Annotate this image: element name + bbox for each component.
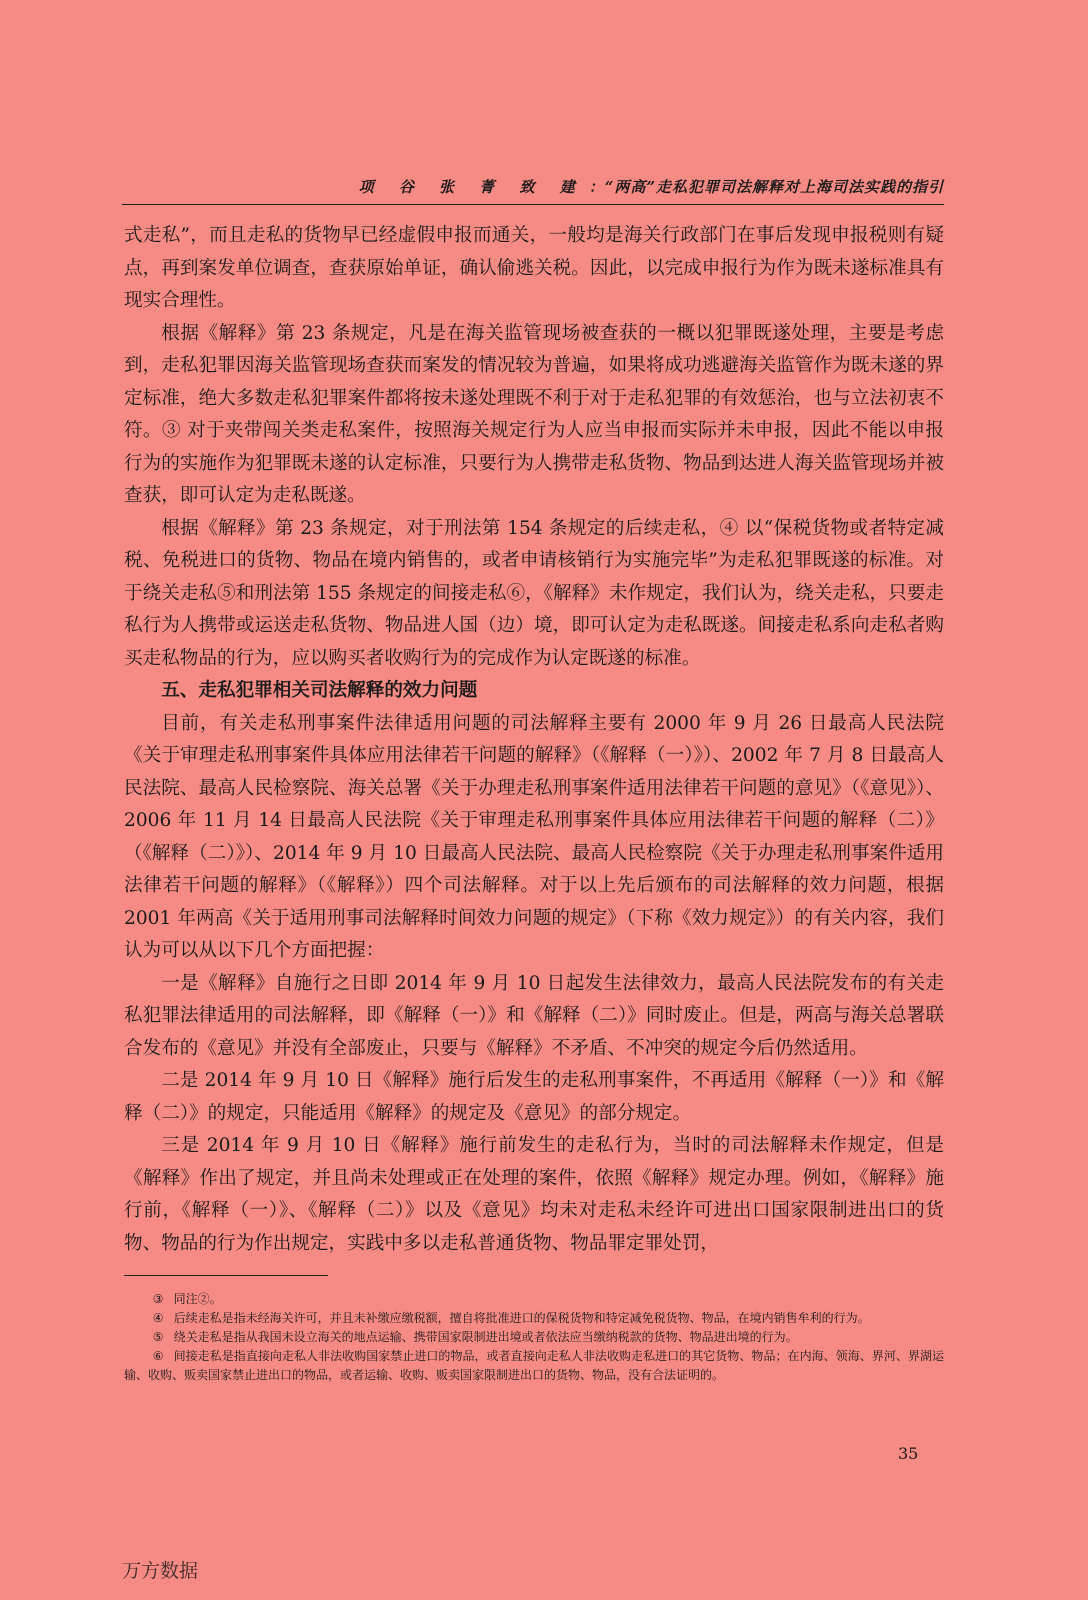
paragraph: 式走私”，而且走私的货物早已经虚假申报而通关，一般均是海关行政部门在事后发现申报税则有疑点，再到案发单位调查，查获原始单证，确认偷逃关税。因此，以完成申报行为作为既未遂标准具有现实合理性。 (124, 225, 944, 311)
paragraph: 一是《解释》自施行之日即 2014 年 9 月 10 日起发生法律效力，最高人民法院发布的有关走私犯罪法律适用的司法解释，即《解释（一）》和《解释（二）》同时废止。但是，两高与海关总署联合发布的《意见》并没有全部废止，只要与《解释》不矛盾、不冲突的规定今后仍然适用。 (124, 972, 944, 1059)
footnote-text: 绕关走私是指从我国未设立海关的地点运输、携带国家限制进出境或者依法应当缴纳税款的货物、物品进出境的行为。 (173, 1330, 798, 1344)
paragraph: 目前，有关走私刑事案件法律适用问题的司法解释主要有 2000 年 9 月 26 日最高人民法院《关于审理走私刑事案件具体应用法律若干问题的解释》（《解释（一）》）、2002 年 7 月 8 日最高人民法院、最高人民检察院、海关总署《关于办理走私刑事案件适用法律若干问题的意见》（《意见》）、2006 年 11 月 14 日最高人民法院《关于审理走私刑事案件具体应用法律若干问题的解释（二）》（《解释（二）》）、2014 年 9 月 10 日最高人民法院、最高人民检察院《关于办理走私刑事案件适用法律若干问题的解释》（《解释》）四个司法解释。对于以上先后颁布的司法解释的效力问题，根据 2001 年两高《关于适用刑事司法解释时间效力问题的规定》（下称《效力规定》）的有关内容，我们认为可以从以下几个方面把握： (124, 712, 944, 961)
section-heading: 五、走私犯罪相关司法解释的效力问题 (161, 680, 478, 701)
page-number: 35 (898, 1444, 919, 1463)
footnote-text: 间接走私是指直接向走私人非法收购国家禁止进口的物品，或者直接向走私人非法收购走私进口的其它货物、物品；在内海、领海、界河、界湖运输、收购、贩卖国家禁止进出口的物品，或者运输、收购、贩卖国家限制进出口的货物、物品，没有合法证明的。 (124, 1349, 944, 1382)
footnote (124, 1309, 944, 1328)
header-title: ：“两高”走私犯罪司法解释对上海司法实践的指引 (588, 178, 944, 196)
watermark: 万方数据 (122, 1560, 199, 1582)
header-authors: 项 谷 张 菁 致 建 (358, 178, 585, 196)
footnote-text: 后续走私是指未经海关许可，并且未补缴应缴税额，擅自将批准进口的保税货物和特定减免税货物、物品，在境内销售牟利的行为。 (173, 1311, 870, 1325)
footnote-mark: ④ (152, 1311, 164, 1325)
paragraph: 二是 2014 年 9 月 10 日《解释》施行后发生的走私刑事案件，不再适用《解释（一）》和《解释（二）》的规定，只能适用《解释》的规定及《意见》的部分规定。 (124, 1070, 944, 1124)
paragraph: 根据《解释》第 23 条规定，对于刑法第 154 条规定的后续走私，④ 以“保税货物或者特定减税、免税进口的货物、物品在境内销售的，或者申请核销行为实施完毕”为走私犯罪既遂的标准。对于绕关走私⑤和刑法第 155 条规定的间接走私⑥，《解释》未作规定，我们认为，绕关走私，只要走私行为人携带或运送走私货物、物品进人国（边）境，即可认定为走私既遂。间接走私系向走私者购买走私物品的行为，应以购买者收购行为的完成作为认定既遂的标准。 (124, 517, 944, 669)
footnote-mark: ③ (152, 1292, 164, 1306)
footnote (124, 1328, 944, 1347)
footnote (124, 1290, 944, 1309)
footnote-mark: ⑥ (152, 1349, 164, 1363)
footnotes (124, 1290, 944, 1385)
header-rule (122, 204, 944, 205)
footnote (124, 1347, 944, 1385)
footnote-rule (124, 1275, 328, 1276)
running-header (122, 178, 944, 196)
footnote-mark: ⑤ (152, 1330, 164, 1344)
paragraph: 根据《解释》第 23 条规定，凡是在海关监管现场被查获的一概以犯罪既遂处理，主要是考虑到，走私犯罪因海关监管现场查获而案发的情况较为普遍，如果将成功逃避海关监管作为既未遂的界定标准，绝大多数走私犯罪案件都将按未遂处理既不利于对于走私犯罪的有效惩治，也与立法初衷不符。③ 对于夹带闯关类走私案件，按照海关规定行为人应当申报而实际并未申报，因此不能以申报行为的实施作为犯罪既未遂的认定标准，只要行为人携带走私货物、物品到达进人海关监管现场并被查获，即可认定为走私既遂。 (124, 322, 944, 506)
paragraph: 三是 2014 年 9 月 10 日《解释》施行前发生的走私行为，当时的司法解释未作规定，但是《解释》作出了规定，并且尚未处理或正在处理的案件，依照《解释》规定办理。例如，《解释》施行前，《解释（一）》、《解释（二）》以及《意见》均未对走私未经许可进出口国家限制进出口的货物、物品的行为作出规定，实践中多以走私普通货物、物品罪定罪处罚， (124, 1135, 944, 1254)
body-text (124, 220, 944, 1260)
footnote-text: 同注②。 (173, 1292, 222, 1306)
